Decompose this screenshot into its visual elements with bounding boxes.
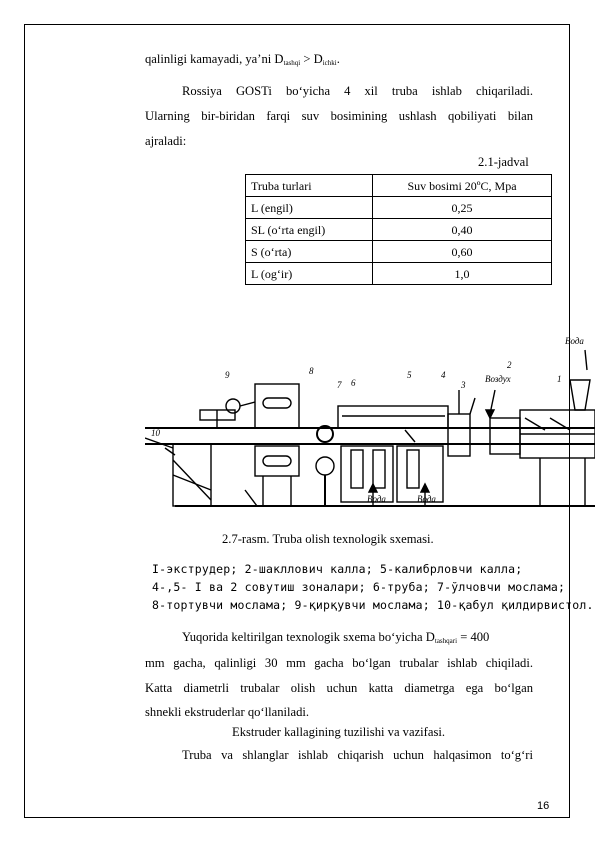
- paragraph-line: Truba va shlanglar ishlab chiqarish uchun halqasimon to‘g‘ri: [182, 748, 533, 762]
- table-row: [246, 219, 552, 241]
- table-cell: L (engil): [246, 197, 373, 219]
- table-header-cell: Suv bosimi 20ºC, Mpa: [373, 175, 552, 197]
- figure-label: Вода: [417, 494, 436, 504]
- table-cell: SL (o‘rta engil): [246, 219, 373, 241]
- figure-legend-line: 4-,5- I ва 2 совутиш зоналари; 6-труба; 7-ўлчовчи мослама;: [152, 580, 566, 594]
- pipe-pressure-table: [245, 174, 552, 285]
- table-row: [246, 263, 552, 285]
- table-cell: 0,40: [373, 219, 552, 241]
- paragraph-line: Ularning bir-biridan farqi suv bosimining ushlash qobiliyati bilan: [145, 109, 533, 123]
- paragraph-line: ajraladi:: [145, 134, 187, 148]
- pipe-extrusion-scheme-figure: [145, 330, 595, 512]
- figure-label: 7: [337, 380, 342, 390]
- figure-label: Вода: [565, 336, 584, 346]
- figure-legend-line: 8-тортувчи мослама; 9-қирқувчи мослама; 10-қабул қилдирвистол.: [152, 598, 594, 612]
- table-cell: 0,60: [373, 241, 552, 263]
- table-row: [246, 241, 552, 263]
- figure-label: Вода: [367, 494, 386, 504]
- figure-label: 1: [557, 374, 562, 384]
- figure-caption: 2.7-rasm. Truba olish texnologik sxemasi.: [222, 532, 434, 546]
- paragraph-line: Rossiya GOSTi bo‘yicha 4 xil truba ishlab chiqariladi.: [182, 84, 533, 98]
- figure-label: 10: [151, 428, 160, 438]
- table-cell: 0,25: [373, 197, 552, 219]
- figure-label: 5: [407, 370, 412, 380]
- section-title: Ekstruder kallagining tuzilishi va vazifasi.: [232, 725, 445, 739]
- figure-label: Воздух: [485, 374, 511, 384]
- paragraph-line: Yuqorida keltirilgan texnologik sxema bo‘yicha $D_{tashqari} = 400$: [182, 630, 490, 645]
- paragraph-line: shnekli ekstruderlar qo‘llaniladi.: [145, 705, 310, 719]
- table-caption: 2.1-jadval: [478, 155, 529, 169]
- table-row: [246, 197, 552, 219]
- text-line: qalinligi kamayadi, ya’ni $D_{tashqi} > D_{ichki}$.: [145, 52, 340, 67]
- figure-label: 3: [461, 380, 466, 390]
- paragraph-line: Katta diametrli trubalar olish uchun katta diametrga ega bo‘lgan: [145, 681, 533, 695]
- table-cell: S (o‘rta): [246, 241, 373, 263]
- figure-label: 6: [351, 378, 356, 388]
- figure-legend-line: I-экструдер; 2-шакллович калла; 5-калибрловчи калла;: [152, 562, 523, 576]
- paragraph-line: mm gacha, qalinligi 30 mm gacha bo‘lgan trubalar ishlab chiqiladi.: [145, 656, 533, 670]
- figure-label: 2: [507, 360, 512, 370]
- table-header-cell: Truba turlari: [246, 175, 373, 197]
- figure-label: 8: [309, 366, 314, 376]
- table-cell: 1,0: [373, 263, 552, 285]
- figure-label: 9: [225, 370, 230, 380]
- page-number: 16: [537, 800, 550, 812]
- table-header-row: [246, 175, 552, 197]
- figure-label: 4: [441, 370, 446, 380]
- table-cell: L (og‘ir): [246, 263, 373, 285]
